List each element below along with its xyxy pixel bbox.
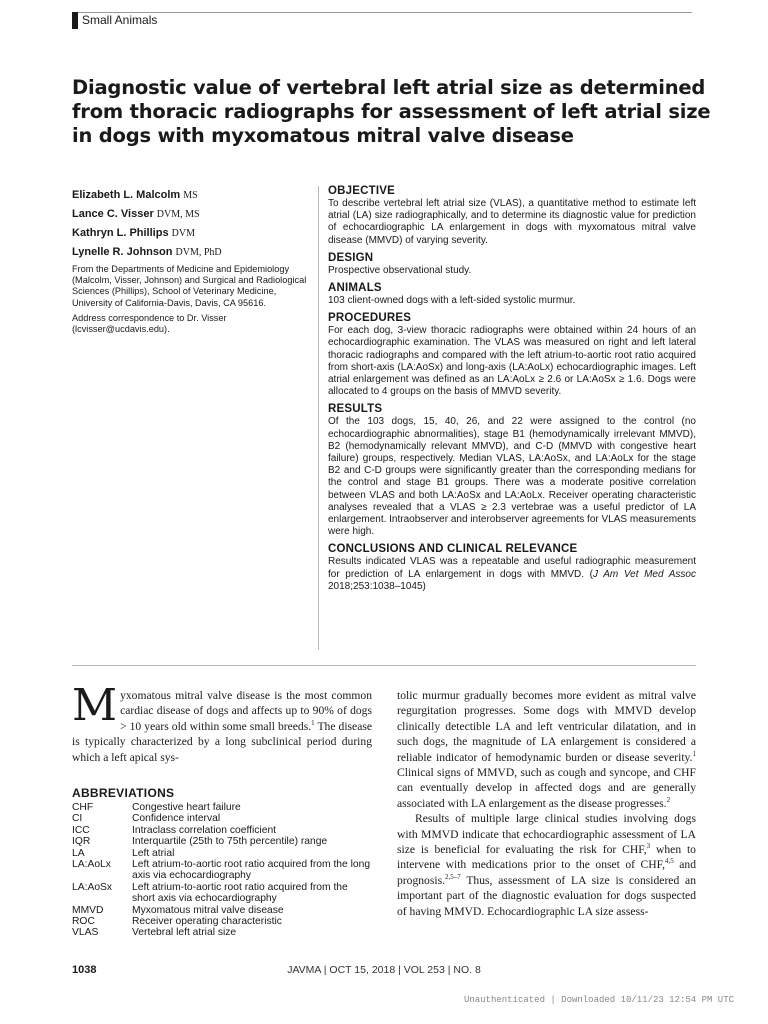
author: Lynelle R. Johnson DVM, PhD (72, 246, 222, 258)
abstract-separator (72, 665, 696, 666)
author: Lance C. Visser DVM, MS (72, 208, 200, 220)
page-number: 1038 (72, 964, 97, 976)
affiliation: From the Departments of Medicine and Epidemiology (Malcolm, Visser, Johnson) and Surgical and Radiological Sciences (Phillips), School of Veterinary Medicine, University of California-Davis, Davis, CA 95616. (72, 264, 307, 308)
author-list (72, 186, 312, 262)
abstract-heading-animals: ANIMALS (328, 282, 382, 295)
section-label: Small Animals (82, 13, 158, 27)
intro-paragraph: Myxomatous mitral valve disease is the most common cardiac disease of dogs and affects up to 90% of dogs > 10 years old within some small breeds.$^1$ The disease is typically characterized by a long subclinical period during which a left apical sys- (72, 680, 372, 764)
journal-footer: JAVMA | OCT 15, 2018 | VOL 253 | NO. 8 (287, 964, 481, 976)
section-tab-marker (72, 12, 78, 29)
body-paragraph: tolic murmur gradually becomes more evident as mitral valve regurgitation progresses. Some dogs with MMVD develop clinically detectible LA and left ventricular dilatation, and in such dogs, the magnitude of LA enlargement is considered a reliable indicator of hemodynamic burden or disease severity.$^1$ Clinical signs of MMVD, such as cough and syncope, and CHF can eventually develop in affected dogs and are generally associated with LA enlargement as the disease progresses.$^2$ (397, 689, 696, 810)
abbreviation-row: CHF Congestive heart failure (72, 802, 241, 813)
abbreviation-row: LA:AoLx Left atrium-to-aortic root ratio acquired from the long axis via echocardiography (72, 859, 371, 882)
abbreviation-row: IQR Interquartile (25th to 75th percentile) range (72, 836, 328, 848)
abstract-results: Of the 103 dogs, 15, 40, 26, and 22 were assigned to the control (no echocardiographic abnormalities), stage B1 (hemodynamically irrelevant MMVD), B2 (hemodynamically relevant MMVD), and C-D (MMVD with congestive heart failure) groups, respectively. Median VLAS, LA:AoSx, and LA:AoLx for the stage B2 and C-D groups were significantly greater than the corresponding medians for the control and stage B1 groups. There was a moderate positive correlation between VLAS and both LA:AoSx and LA:AoLx. Receiver operating characteristic analyses revealed that a VLAS ≥ 2.3 vertebrae was a useful predictor of LA enlargement. Intraobserver and interobserver agreements for VLAS measurements were high. (328, 416, 696, 538)
abbreviation-row: MMVD Myxomatous mitral valve disease (72, 904, 284, 916)
abstract-heading-objective: OBJECTIVE (328, 185, 395, 197)
abstract (328, 184, 696, 593)
abstract-heading-design: DESIGN (328, 251, 374, 264)
abbreviation-row: LA:AoSx Left atrium-to-aortic root ratio acquired from the short axis via echocardiography (72, 881, 348, 905)
abbreviations-heading: ABBREVIATIONS (72, 786, 175, 800)
abstract-design: Prospective observational study. (328, 264, 472, 276)
citation-journal: J Am Vet Med Assoc (593, 568, 696, 580)
abbreviation-row: ICC Intraclass correlation coefficient (72, 824, 277, 836)
abbreviation-row: LA Left atrial (72, 847, 175, 859)
author: Elizabeth L. Malcolm MS (72, 189, 198, 201)
drop-cap: M (72, 680, 118, 731)
abbreviation-row: VLAS Vertebral left atrial size (72, 927, 237, 939)
body-column-left (72, 680, 372, 765)
abstract-procedures: For each dog, 3-view thoracic radiographs were obtained within 24 hours of an echocardiographic examination. The VLAS was measured on right and left lateral thoracic radiographs and compared with the left atrium-to-aortic root ratio acquired from short-axis (LA:AoSx) and long-axis (LA:AoLx) echocardiographic images. Left atrial enlargement was defined as an LA:AoLx ≥ 2.6 or LA:AoSx ≥ 1.6. Dogs were allocated to 4 groups on the basis of MMVD severity. (328, 325, 696, 398)
abbreviation-row: CI Confidence interval (72, 813, 221, 825)
download-watermark: Unauthenticated | Downloaded 10/11/23 12:54 PM UTC (463, 995, 734, 1005)
article-title: Diagnostic value of vertebral left atrial size as determined from thoracic radiographs for assessment of left atrial size in dogs with myxomatous mitral valve disease (72, 76, 711, 147)
abstract-heading-procedures: PROCEDURES (328, 312, 412, 325)
abstract-heading-conclusions: CONCLUSIONS AND CLINICAL RELEVANCE (328, 543, 578, 556)
abstract-conclusions: Results indicated VLAS was a repeatable and useful radiographic measurement for prediction of LA enlargement in dogs with MMVD. (J Am Vet Med Assoc 2018;253:1038–1045) (328, 556, 696, 592)
abstract-objective: To describe vertebral left atrial size (VLAS), a quantitative method to estimate left atrial (LA) size radiographically, and to determine its diagnostic value for prediction of echocardiographic LA enlargement in dogs with myxomatous mitral valve disease (MMVD) of varying severity. (328, 198, 696, 246)
section-rule (72, 12, 692, 29)
abstract-heading-results: RESULTS (328, 403, 383, 416)
correspondence: Address correspondence to Dr. Visser (lcvisser@ucdavis.edu). (72, 313, 227, 335)
body-paragraph: Results of multiple large clinical studies involving dogs with MMVD indicate that echocardiographic assessment of LA size is beneficial for evaluating the risk for CHF,$^3$ when to intervene with medications prior to the onset of CHF,$^{4,5}$ and prognosis.$^{2,5-7}$ Thus, assessment of LA size is considered an important part of the diagnostic evaluation for dogs suspected of having MMVD. Echocardiographic LA size assess- (397, 812, 697, 918)
abbreviation-row: ROC Receiver operating characteristic (72, 916, 282, 928)
abbreviations-box (72, 786, 372, 939)
column-divider (318, 186, 319, 650)
abstract-animals: 103 client-owned dogs with a left-sided systolic murmur. (328, 295, 576, 307)
author: Kathryn L. Phillips DVM (72, 227, 195, 239)
body-column-right (397, 688, 696, 919)
